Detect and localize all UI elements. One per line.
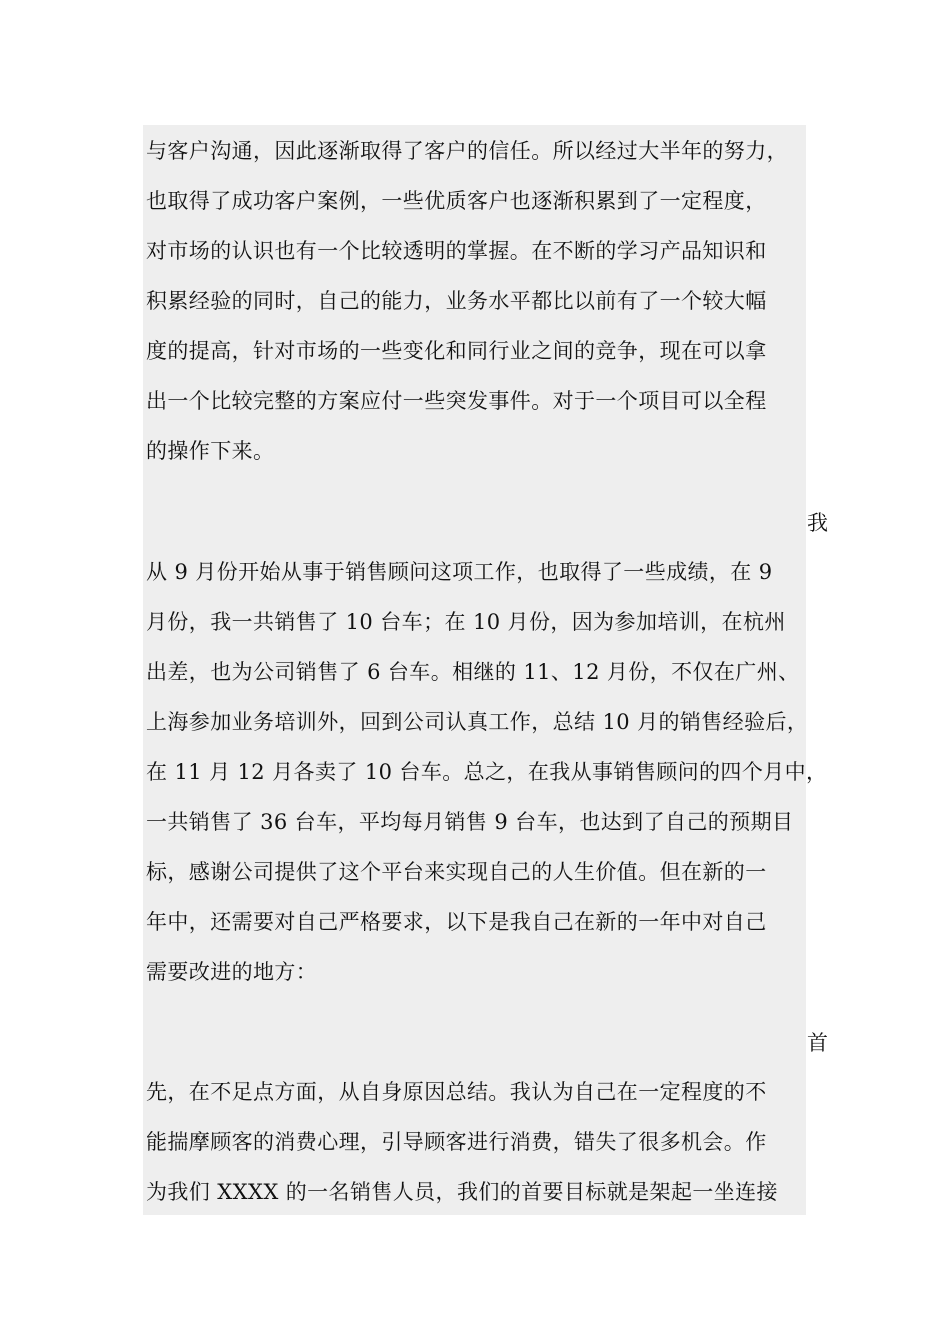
paragraph-2-line: 上海参加业务培训外，回到公司认真工作，总结 10 月的销售经验后， (146, 710, 809, 734)
paragraph-2-line: 在 11 月 12 月各卖了 10 台车。总之，在我从事销售顾问的四个月中， (146, 760, 828, 784)
paragraph-2-line: 一共销售了 36 台车，平均每月销售 9 台车，也达到了自己的预期目 (146, 810, 794, 834)
paragraph-3-line: 先，在不足点方面，从自身原因总结。我认为自己在一定程度的不 (146, 1080, 767, 1104)
paragraph-1-line: 度的提高，针对市场的一些变化和同行业之间的竞争，现在可以拿 (146, 339, 767, 363)
paragraph-2-line: 需要改进的地方： (146, 960, 318, 984)
paragraph-3-line: 为我们 XXXX 的一名销售人员，我们的首要目标就是架起一坐连接 (146, 1180, 778, 1204)
paragraph-2-line: 标，感谢公司提供了这个平台来实现自己的人生价值。但在新的一 (146, 860, 767, 884)
paragraph-2-line: 出差，也为公司销售了 6 台车。相继的 11、12 月份，不仅在广州、 (146, 660, 800, 684)
paragraph-3-lead-char: 首 (807, 1031, 828, 1055)
paragraph-2-line: 从 9 月份开始从事于销售顾问这项工作，也取得了一些成绩，在 9 (146, 560, 773, 584)
paragraph-3-line: 能揣摩顾客的消费心理，引导顾客进行消费，错失了很多机会。作 (146, 1130, 767, 1154)
paragraph-1-line: 积累经验的同时，自己的能力，业务水平都比以前有了一个较大幅 (146, 289, 767, 313)
paragraph-1-line: 的操作下来。 (146, 439, 275, 463)
paragraph-1-line: 出一个比较完整的方案应付一些突发事件。对于一个项目可以全程 (146, 389, 767, 413)
paragraph-1-line: 与客户沟通，因此逐渐取得了客户的信任。所以经过大半年的努力， (146, 139, 788, 163)
paragraph-1-line: 也取得了成功客户案例，一些优质客户也逐渐积累到了一定程度， (146, 189, 767, 213)
paragraph-1-line: 对市场的认识也有一个比较透明的掌握。在不断的学习产品知识和 (146, 239, 767, 263)
paragraph-2-lead-char: 我 (807, 511, 828, 535)
paragraph-2-line: 年中，还需要对自己严格要求，以下是我自己在新的一年中对自己 (146, 910, 767, 934)
paragraph-2-line: 月份，我一共销售了 10 台车；在 10 月份，因为参加培训，在杭州 (146, 610, 786, 634)
